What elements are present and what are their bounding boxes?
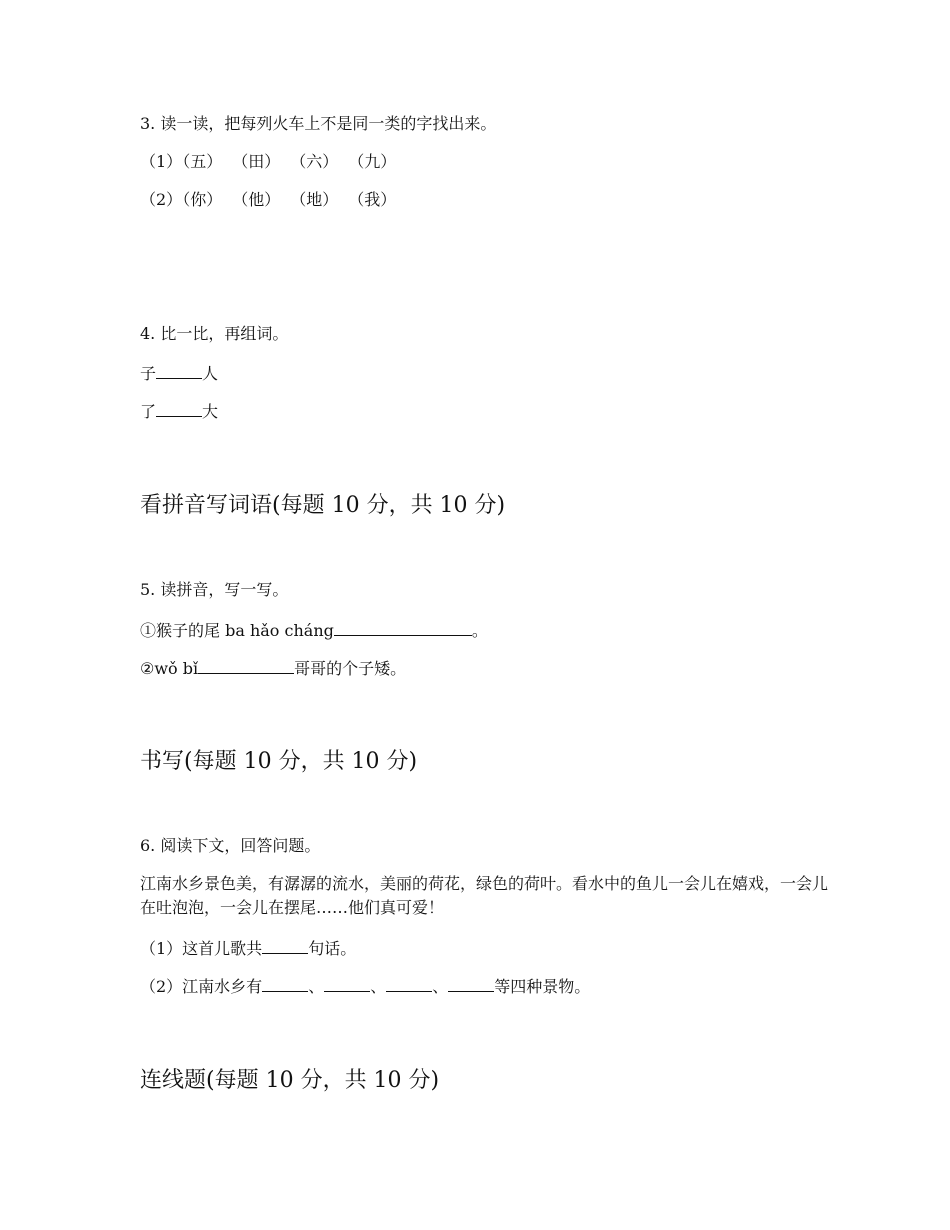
q6-passage: 江南水乡景色美，有潺潺的流水，美丽的荷花，绿色的荷叶。看水中的鱼儿一会儿在嬉戏，一会儿在吐泡泡，一会儿在摆尾……他们真可爱！	[140, 874, 829, 917]
section-heading-pinyin: 看拼音写词语(每题 10 分，共 10 分)	[140, 493, 506, 518]
answer-blank[interactable]	[198, 657, 294, 674]
q5-item-1	[140, 619, 488, 641]
q5-item-2	[140, 657, 406, 679]
option: （田）	[240, 152, 281, 171]
option: （你）	[182, 190, 223, 209]
item-text: （1）这首儿歌共	[140, 939, 263, 958]
answer-blank[interactable]	[448, 975, 494, 992]
separator: 、	[370, 977, 387, 996]
item-text: ①猴子的尾 ba hǎo cháng	[140, 621, 334, 640]
answer-blank[interactable]	[386, 975, 432, 992]
q3-prompt: 3. 读一读，把每列火车上不是同一类的字找出来。	[140, 114, 497, 133]
option: （他）	[240, 190, 281, 209]
answer-blank[interactable]	[156, 400, 202, 417]
separator: 、	[308, 977, 325, 996]
section-heading-matching: 连线题(每题 10 分，共 10 分)	[140, 1068, 440, 1093]
item-text: ②wǒ bǐ	[140, 659, 199, 678]
char-left: 了	[140, 402, 157, 421]
row-label: （2）	[140, 190, 183, 209]
separator: 、	[432, 977, 449, 996]
char-right: 大	[202, 402, 219, 421]
answer-blank[interactable]	[324, 975, 370, 992]
char-right: 人	[202, 364, 219, 383]
char-left: 子	[140, 364, 157, 383]
q6-sub-1	[140, 937, 356, 959]
item-text: 句话。	[308, 939, 357, 958]
q6-sub-2	[140, 975, 590, 997]
option: （六）	[298, 152, 339, 171]
q4-prompt: 4. 比一比，再组词。	[140, 324, 289, 343]
answer-blank[interactable]	[262, 937, 308, 954]
option: （五）	[182, 152, 223, 171]
item-text: 。	[471, 621, 488, 640]
q3-row-2	[140, 190, 396, 210]
q5-prompt: 5. 读拼音，写一写。	[140, 580, 289, 599]
option: （九）	[356, 152, 397, 171]
answer-blank[interactable]	[334, 619, 472, 636]
row-label: （1）	[140, 152, 183, 171]
answer-blank[interactable]	[262, 975, 308, 992]
option: （我）	[356, 190, 397, 209]
q4-row-1	[140, 362, 218, 384]
q6-prompt: 6. 阅读下文，回答问题。	[140, 836, 321, 855]
option: （地）	[298, 190, 339, 209]
item-text: 哥哥的个子矮。	[294, 659, 407, 678]
q4-row-2	[140, 400, 218, 422]
q3-row-1	[140, 152, 396, 172]
item-text: 等四种景物。	[494, 977, 591, 996]
answer-blank[interactable]	[156, 362, 202, 379]
item-text: （2）江南水乡有	[140, 977, 263, 996]
section-heading-writing: 书写(每题 10 分，共 10 分)	[140, 749, 418, 774]
